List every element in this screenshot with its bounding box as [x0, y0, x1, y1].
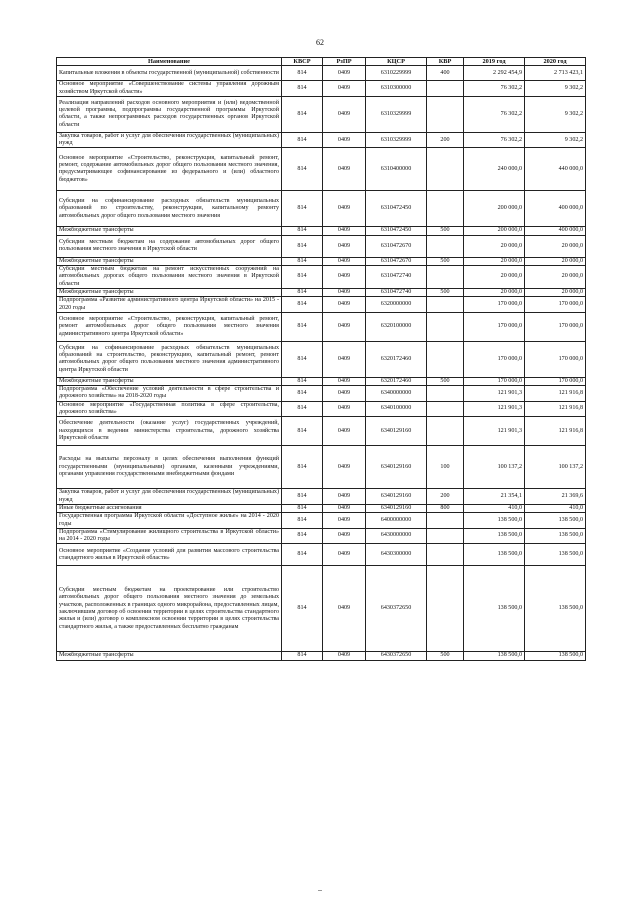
cell-2020: 138 500,0 [525, 513, 586, 529]
table-row [57, 446, 586, 489]
cell-kcsr: 6310400000 [366, 148, 427, 191]
cell-kvsr: 814 [282, 446, 323, 489]
cell-2019: 76 302,2 [464, 96, 525, 132]
cell-kvsr: 814 [282, 528, 323, 544]
table-row [57, 386, 586, 402]
table-header-row [57, 58, 586, 66]
cell-kvr [427, 191, 464, 227]
cell-2019: 20 000,0 [464, 266, 525, 289]
cell-2019: 20 000,0 [464, 288, 525, 296]
cell-kvsr: 814 [282, 288, 323, 296]
header-kcsr: КЦСР [366, 58, 427, 66]
cell-kcsr: 6320000000 [366, 297, 427, 313]
cell-name: Субсидии на софинансирование расходных обязательств муниципальных образований по строительству, реконструкции, капитальному ремонту автомобильных дорог общего пользования местного значения [57, 191, 282, 227]
cell-2020: 121 916,8 [525, 386, 586, 402]
cell-2020: 170 000,0 [525, 297, 586, 313]
cell-name: Расходы на выплаты персоналу в целях обеспечения выполнения функций государственными (муниципальными) органами, казенными учреждениями, органами управления государственными внебюджетными фондами [57, 446, 282, 489]
cell-name: Межбюджетные трансферты [57, 288, 282, 296]
cell-kvsr: 814 [282, 401, 323, 417]
cell-2019: 170 000,0 [464, 341, 525, 377]
table-row [57, 148, 586, 191]
cell-rzpr: 0409 [323, 489, 366, 505]
cell-kvsr: 814 [282, 386, 323, 402]
cell-name: Межбюджетные трансферты [57, 377, 282, 385]
cell-kcsr: 6310229999 [366, 66, 427, 81]
cell-kvr: 800 [427, 504, 464, 512]
cell-kvr [427, 513, 464, 529]
cell-kvsr: 814 [282, 297, 323, 313]
cell-2020: 170 000,0 [525, 312, 586, 341]
cell-2020: 9 302,2 [525, 96, 586, 132]
cell-2019: 200 000,0 [464, 227, 525, 235]
header-rzpr: РзПР [323, 58, 366, 66]
table-row [57, 489, 586, 505]
cell-name: Подпрограмма «Развитие административного центра Иркутской области» на 2015 - 2020 годы [57, 297, 282, 313]
cell-kcsr: 6340000000 [366, 386, 427, 402]
cell-kvsr: 814 [282, 257, 323, 265]
cell-kcsr: 6340100000 [366, 401, 427, 417]
cell-2019: 410,0 [464, 504, 525, 512]
table-row [57, 401, 586, 417]
cell-2019: 76 302,2 [464, 81, 525, 97]
cell-kvsr: 814 [282, 566, 323, 652]
cell-kcsr: 6310300000 [366, 81, 427, 97]
cell-kvsr: 814 [282, 235, 323, 257]
table-row [57, 132, 586, 148]
cell-kvsr: 814 [282, 652, 323, 660]
cell-2019: 20 000,0 [464, 235, 525, 257]
cell-kvr [427, 528, 464, 544]
cell-2020: 20 000,0 [525, 257, 586, 265]
cell-kvsr: 814 [282, 227, 323, 235]
table-row [57, 257, 586, 265]
cell-2020: 20 000,0 [525, 266, 586, 289]
cell-2019: 100 137,2 [464, 446, 525, 489]
cell-name: Субсидии на софинансирование расходных обязательств муниципальных образований на строительство, реконструкцию, капитальный ремонт, ремонт автомобильных дорог общего пользования местного значения административного центра Иркутской области [57, 341, 282, 377]
cell-name: Основное мероприятие «Строительство, реконструкция, капитальный ремонт, ремонт, содержание автомобильных дорог общего пользования местного значения, предусматривающее софинансирование из федерального и (или) областного бюджетов» [57, 148, 282, 191]
cell-rzpr: 0409 [323, 235, 366, 257]
cell-2019: 138 500,0 [464, 652, 525, 660]
cell-rzpr: 0409 [323, 341, 366, 377]
cell-kvr [427, 386, 464, 402]
cell-rzpr: 0409 [323, 227, 366, 235]
cell-kcsr: 6320172460 [366, 377, 427, 385]
cell-kcsr: 6430300000 [366, 544, 427, 566]
table-row [57, 288, 586, 296]
cell-2020: 20 000,0 [525, 235, 586, 257]
cell-kcsr: 6430372650 [366, 566, 427, 652]
cell-kvr [427, 96, 464, 132]
cell-name: Основное мероприятие «Строительство, реконструкция, капитальный ремонт, ремонт автомобильных дорог общего пользования местного значения административного центра Иркутской области» [57, 312, 282, 341]
cell-kcsr: 6340129160 [366, 504, 427, 512]
cell-kvsr: 814 [282, 132, 323, 148]
table-row [57, 417, 586, 446]
table-row [57, 341, 586, 377]
cell-kvsr: 814 [282, 489, 323, 505]
cell-2020: 138 500,0 [525, 528, 586, 544]
cell-2020: 20 000,0 [525, 288, 586, 296]
cell-2020: 9 302,2 [525, 81, 586, 97]
cell-2019: 2 292 454,9 [464, 66, 525, 81]
cell-kvsr: 814 [282, 377, 323, 385]
cell-name: Субсидии местным бюджетам на проектирование или строительство автомобильных дорог общего пользования местного значения до земельных участков, расположенных в границах одного микрорайона, предоставленных лицам, заключившим договор об освоении территории в целях строительства стандартного жилья и (или) договор о комплексном освоении территории в целях строительства стандартного жилья, а также предоставленных бесплатно гражданам [57, 566, 282, 652]
cell-kvsr: 814 [282, 191, 323, 227]
cell-name: Межбюджетные трансферты [57, 227, 282, 235]
cell-kvr: 500 [427, 377, 464, 385]
cell-2020: 440 000,0 [525, 148, 586, 191]
cell-rzpr: 0409 [323, 446, 366, 489]
cell-rzpr: 0409 [323, 513, 366, 529]
cell-2019: 200 000,0 [464, 191, 525, 227]
cell-kvr [427, 401, 464, 417]
cell-2019: 170 000,0 [464, 312, 525, 341]
cell-rzpr: 0409 [323, 257, 366, 265]
cell-rzpr: 0409 [323, 386, 366, 402]
cell-kvsr: 814 [282, 312, 323, 341]
cell-kcsr: 6430000000 [366, 528, 427, 544]
cell-2020: 400 000,0 [525, 227, 586, 235]
cell-kvr [427, 312, 464, 341]
cell-kvr: 200 [427, 489, 464, 505]
cell-kcsr: 6310472740 [366, 288, 427, 296]
cell-2020: 400 000,0 [525, 191, 586, 227]
cell-kcsr: 6310472450 [366, 191, 427, 227]
cell-2019: 138 500,0 [464, 544, 525, 566]
cell-kvr: 500 [427, 227, 464, 235]
table-row [57, 266, 586, 289]
budget-table [56, 57, 586, 661]
cell-kvr [427, 266, 464, 289]
page-number: 62 [316, 38, 324, 47]
header-kvr: КВР [427, 58, 464, 66]
cell-kvsr: 814 [282, 417, 323, 446]
cell-kvr [427, 566, 464, 652]
cell-2020: 170 000,0 [525, 377, 586, 385]
cell-kvsr: 814 [282, 341, 323, 377]
cell-2020: 410,0 [525, 504, 586, 512]
cell-rzpr: 0409 [323, 96, 366, 132]
cell-kvr [427, 81, 464, 97]
cell-name: Основное мероприятие «Создание условий для развития массового строительства стандартного жилья в Иркутской области» [57, 544, 282, 566]
cell-kvsr: 814 [282, 544, 323, 566]
cell-kcsr: 6320100000 [366, 312, 427, 341]
cell-2020: 170 000,0 [525, 341, 586, 377]
header-kvsr: КВСР [282, 58, 323, 66]
header-name: Наименование [57, 58, 282, 66]
table-row [57, 96, 586, 132]
cell-kvsr: 814 [282, 96, 323, 132]
cell-2019: 20 000,0 [464, 257, 525, 265]
cell-kcsr: 6430372650 [366, 652, 427, 660]
table-row [57, 377, 586, 385]
cell-kvr [427, 235, 464, 257]
cell-2020: 121 916,8 [525, 401, 586, 417]
cell-rzpr: 0409 [323, 528, 366, 544]
cell-name: Закупка товаров, работ и услуг для обеспечения государственных (муниципальных) нужд [57, 489, 282, 505]
cell-kcsr: 6310329999 [366, 96, 427, 132]
cell-kvr [427, 341, 464, 377]
cell-kvr: 400 [427, 66, 464, 81]
cell-2019: 138 500,0 [464, 566, 525, 652]
table-row [57, 81, 586, 97]
cell-2020: 9 302,2 [525, 132, 586, 148]
cell-2019: 170 000,0 [464, 377, 525, 385]
cell-kvsr: 814 [282, 504, 323, 512]
cell-kcsr: 6340129160 [366, 446, 427, 489]
cell-rzpr: 0409 [323, 652, 366, 660]
cell-2019: 121 901,3 [464, 417, 525, 446]
cell-rzpr: 0409 [323, 266, 366, 289]
table-row [57, 513, 586, 529]
cell-rzpr: 0409 [323, 504, 366, 512]
cell-rzpr: 0409 [323, 566, 366, 652]
cell-2020: 138 500,0 [525, 566, 586, 652]
cell-2020: 121 916,8 [525, 417, 586, 446]
table-row [57, 544, 586, 566]
table-row [57, 504, 586, 512]
table-row [57, 66, 586, 81]
table-row [57, 312, 586, 341]
cell-2019: 121 901,3 [464, 401, 525, 417]
cell-kvsr: 814 [282, 66, 323, 81]
cell-kvr [427, 544, 464, 566]
scan-mark [318, 890, 322, 891]
cell-2019: 240 000,0 [464, 148, 525, 191]
cell-rzpr: 0409 [323, 377, 366, 385]
cell-kvsr: 814 [282, 513, 323, 529]
cell-rzpr: 0409 [323, 544, 366, 566]
cell-rzpr: 0409 [323, 132, 366, 148]
cell-name: Закупка товаров, работ и услуг для обеспечения государственных (муниципальных) нужд [57, 132, 282, 148]
cell-rzpr: 0409 [323, 417, 366, 446]
cell-kvr: 100 [427, 446, 464, 489]
cell-name: Основное мероприятие «Совершенствование системы управления дорожным хозяйством Иркутской области» [57, 81, 282, 97]
cell-rzpr: 0409 [323, 401, 366, 417]
cell-kcsr: 6310329999 [366, 132, 427, 148]
table-row [57, 227, 586, 235]
header-2019: 2019 год [464, 58, 525, 66]
cell-2019: 121 901,3 [464, 386, 525, 402]
cell-2020: 138 500,0 [525, 544, 586, 566]
table-row [57, 528, 586, 544]
cell-kcsr: 6400000000 [366, 513, 427, 529]
cell-kvr [427, 297, 464, 313]
cell-2019: 21 354,1 [464, 489, 525, 505]
cell-kcsr: 6310472670 [366, 257, 427, 265]
cell-rzpr: 0409 [323, 81, 366, 97]
cell-rzpr: 0409 [323, 66, 366, 81]
cell-name: Субсидии местным бюджетам на ремонт искусственных сооружений на автомобильных дорогах общего пользования местного значения в Иркутской области [57, 266, 282, 289]
cell-name: Реализация направлений расходов основного мероприятия и (или) ведомственной целевой программы, подпрограммы государственной программы Иркутской области, а также непрограммных расходов государственных органов Иркутской области [57, 96, 282, 132]
cell-name: Подпрограмма «Обеспечение условий деятельности в сфере строительства и дорожного хозяйства» на 2018-2020 годы [57, 386, 282, 402]
cell-name: Субсидии местным бюджетам на содержание автомобильных дорог общего пользования местного значения в Иркутской области [57, 235, 282, 257]
cell-kcsr: 6340129160 [366, 417, 427, 446]
cell-2019: 138 500,0 [464, 528, 525, 544]
cell-kvr [427, 417, 464, 446]
cell-rzpr: 0409 [323, 191, 366, 227]
cell-kcsr: 6310472670 [366, 235, 427, 257]
cell-2019: 76 302,2 [464, 132, 525, 148]
cell-kvsr: 814 [282, 148, 323, 191]
cell-2020: 138 500,0 [525, 652, 586, 660]
table-row [57, 652, 586, 660]
cell-kvr: 200 [427, 132, 464, 148]
cell-2019: 170 000,0 [464, 297, 525, 313]
cell-kvr: 500 [427, 652, 464, 660]
cell-kvr: 500 [427, 257, 464, 265]
cell-2019: 138 500,0 [464, 513, 525, 529]
cell-kvsr: 814 [282, 81, 323, 97]
cell-rzpr: 0409 [323, 148, 366, 191]
cell-name: Подпрограмма «Стимулирование жилищного строительства в Иркутской области» на 2014 - 2020 годы [57, 528, 282, 544]
cell-kvr [427, 148, 464, 191]
cell-rzpr: 0409 [323, 312, 366, 341]
table-row [57, 297, 586, 313]
cell-kvr: 500 [427, 288, 464, 296]
cell-rzpr: 0409 [323, 288, 366, 296]
cell-name: Обеспечение деятельности (оказание услуг) государственных учреждений, находящихся в ведении министерства строительства, дорожного хозяйства Иркутской области [57, 417, 282, 446]
cell-kcsr: 6320172460 [366, 341, 427, 377]
table-row [57, 191, 586, 227]
table-row [57, 235, 586, 257]
cell-kcsr: 6310472450 [366, 227, 427, 235]
table-row [57, 566, 586, 652]
cell-kcsr: 6310472740 [366, 266, 427, 289]
cell-kcsr: 6340129160 [366, 489, 427, 505]
header-2020: 2020 год [525, 58, 586, 66]
cell-name: Капитальные вложения в объекты государственной (муниципальной) собственности [57, 66, 282, 81]
cell-2020: 100 137,2 [525, 446, 586, 489]
cell-name: Основное мероприятие «Государственная политика в сфере строительства, дорожного хозяйства» [57, 401, 282, 417]
cell-2020: 2 713 423,1 [525, 66, 586, 81]
cell-name: Государственная программа Иркутской области «Доступное жилье» на 2014 - 2020 годы [57, 513, 282, 529]
cell-2020: 21 369,6 [525, 489, 586, 505]
cell-kvsr: 814 [282, 266, 323, 289]
cell-name: Иные бюджетные ассигнования [57, 504, 282, 512]
cell-name: Межбюджетные трансферты [57, 652, 282, 660]
cell-name: Межбюджетные трансферты [57, 257, 282, 265]
cell-rzpr: 0409 [323, 297, 366, 313]
